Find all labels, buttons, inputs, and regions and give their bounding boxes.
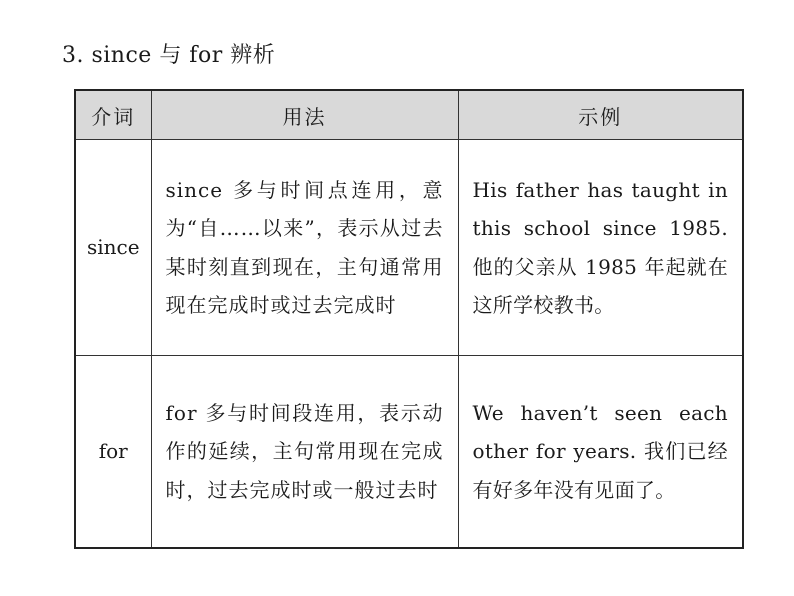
preposition-cell: for [75,356,151,549]
usage-cell [151,356,458,549]
table-header-row [75,90,743,140]
table-row-for [75,356,743,549]
usage-text: since 多与时间点连用，意为“自……以来”，表示从过去某时刻直到现在，主句通常用现在完成时或过去完成时 [165,177,444,317]
example-text: We haven’t seen each other for years. 我们已经有好多年没有见面了。 [472,400,728,502]
table-row-since [75,140,743,356]
header-example: 示例 [458,90,743,140]
example-text: His father has taught in this school since 1985. 他的父亲从 1985 年起就在这所学校教书。 [472,177,728,317]
example-cell [458,356,743,549]
usage-cell [151,140,458,356]
header-preposition: 介词 [75,90,151,140]
header-usage: 用法 [151,90,458,140]
since-for-comparison-table [74,89,744,549]
example-cell [458,140,743,356]
usage-text: for 多与时间段连用，表示动作的延续，主句常用现在完成时，过去完成时或一般过去时 [165,400,444,502]
section-heading: 3. since 与 for 辨析 [62,43,276,68]
preposition-cell: since [75,140,151,356]
